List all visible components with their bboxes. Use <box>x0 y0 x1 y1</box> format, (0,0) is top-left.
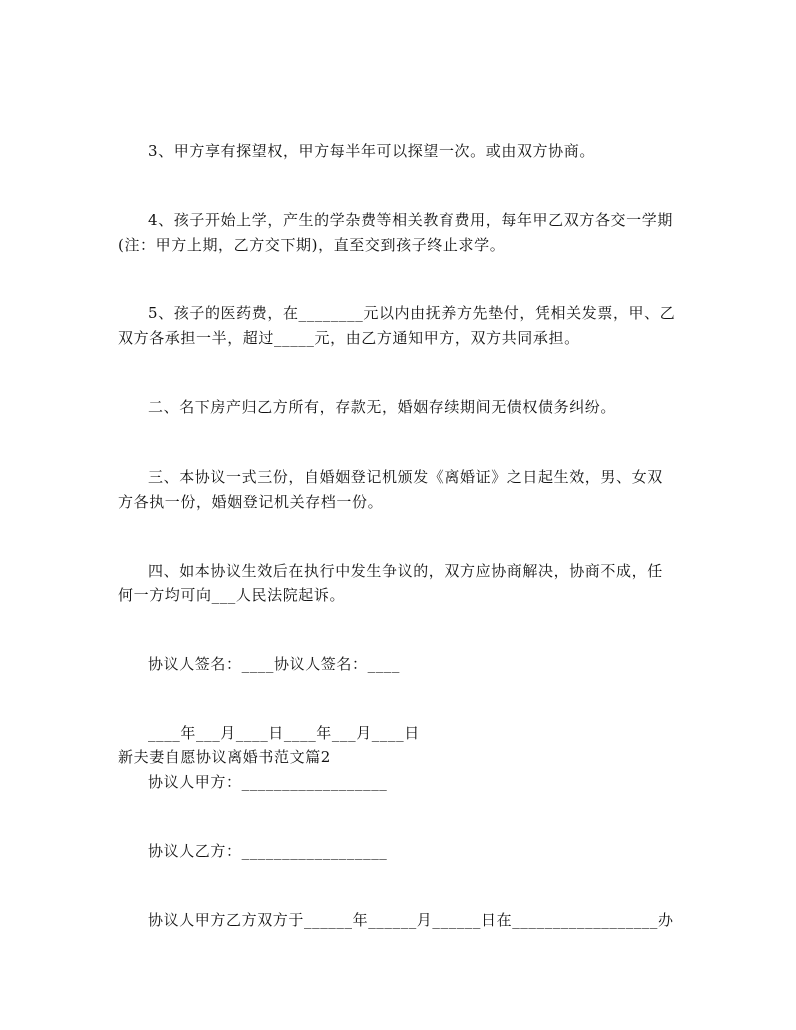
party-b-field: 协议人乙方：__________________ <box>148 842 388 860</box>
section-2-property: 二、名下房产归乙方所有，存款无，婚姻存续期间无债权债务纠纷。 <box>148 398 617 416</box>
section-4-dispute-line-2: 何一方均可向___人民法院起诉。 <box>118 586 346 604</box>
section-heading: 新夫妻自愿协议离婚书范文篇2 <box>118 748 331 766</box>
clause-5-medical-line-2: 双方各承担一半，超过_____元，由乙方通知甲方，双方共同承担。 <box>118 329 580 347</box>
clause-4-education-line-2: (注：甲方上期，乙方交下期)，直至交到孩子终止求学。 <box>118 236 506 254</box>
section-3-copies-line-2: 方各执一份，婚姻登记机关存档一份。 <box>118 493 384 511</box>
party-a-field: 协议人甲方：__________________ <box>148 773 388 791</box>
clause-3-visitation: 3、甲方享有探望权，甲方每半年可以探望一次。或由双方协商。 <box>148 142 595 160</box>
agreement-intro-line: 协议人甲方乙方双方于______年______月______日在__________________办 <box>148 911 674 929</box>
section-4-dispute-line-1: 四、如本协议生效后在执行中发生争议的，双方应协商解决，协商不成，任 <box>148 562 663 580</box>
clause-5-medical-line-1: 5、孩子的医药费，在________元以内由抚养方先垫付，凭相关发票，甲、乙 <box>148 304 676 322</box>
signature-line: 协议人签名：____协议人签名：____ <box>148 655 401 673</box>
date-line: ____年___月____日____年___月____日 <box>148 724 420 742</box>
clause-4-education-line-1: 4、孩子开始上学，产生的学杂费等相关教育费用，每年甲乙双方各交一学期 <box>148 211 673 229</box>
section-3-copies-line-1: 三、本协议一式三份，自婚姻登记机颁发《离婚证》之日起生效，男、女双 <box>148 468 663 486</box>
